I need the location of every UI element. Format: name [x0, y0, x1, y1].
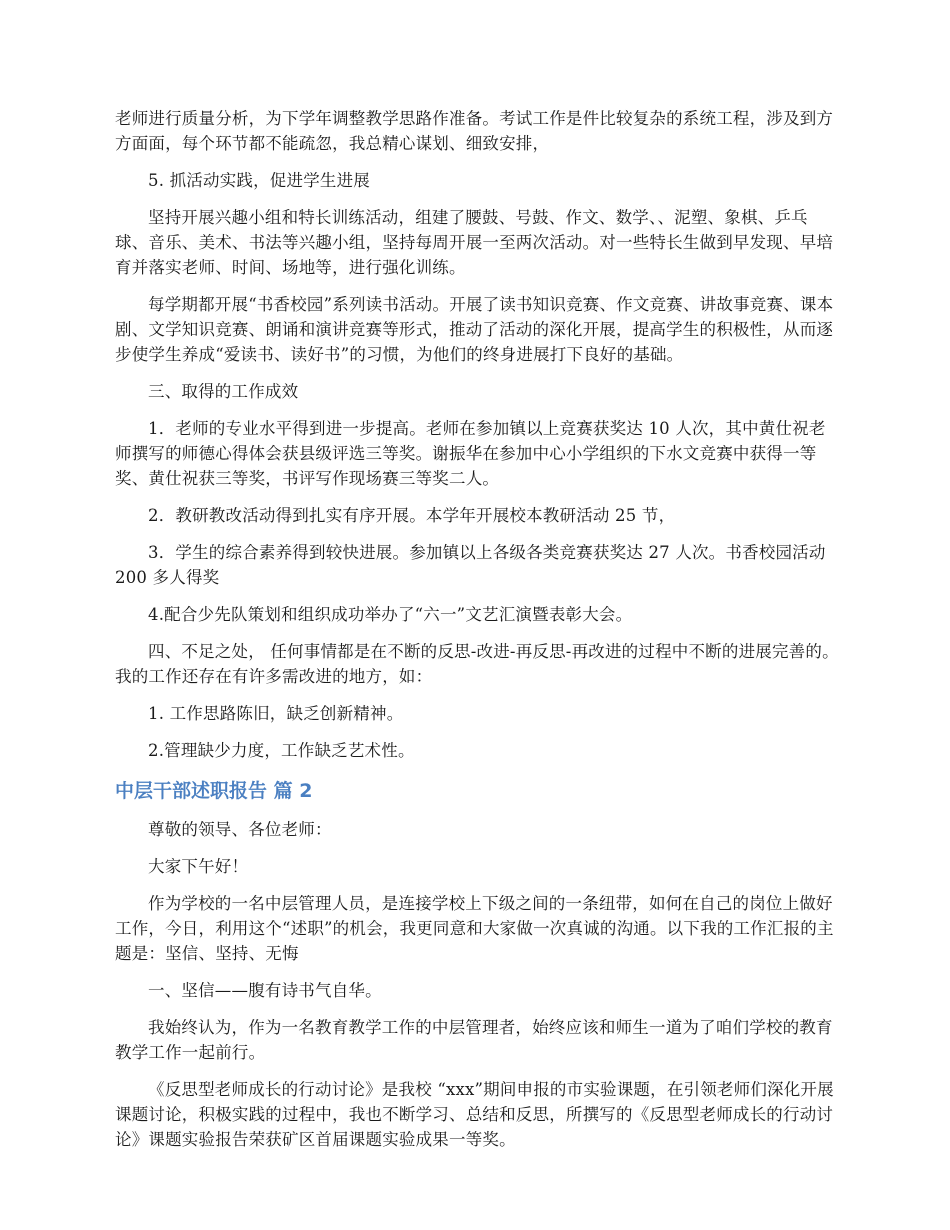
paragraph: 四、不足之处， 任何事情都是在不断的反思-改进-再反思-再改进的过程中不断的进展完善的。我的工作还存在有许多需改进的地方，如：: [115, 642, 839, 686]
paragraph: 4.配合少先队策划和组织成功举办了“六一”文艺汇演暨表彰大会。: [148, 605, 633, 624]
paragraph: 1．老师的专业水平得到进一步提高。老师在参加镇以上竞赛获奖达 10 人次，其中黄仕祝老师撰写的师德心得体会获县级评选三等奖。谢振华在参加中心小学组织的下水文竞赛中获得一等奖、黄仕祝获三等奖，书评写作现场赛三等奖二人。: [115, 419, 826, 488]
document-body: [115, 106, 840, 1152]
paragraph: 大家下午好！: [148, 857, 249, 876]
paragraph: 1. 工作思路陈旧，缺乏创新精神。: [148, 704, 404, 723]
paragraph: 我始终认为，作为一名教育教学工作的中层管理者，始终应该和师生一道为了咱们学校的教育教学工作一起前行。: [115, 1018, 833, 1062]
paragraph: 坚持开展兴趣小组和特长训练活动，组建了腰鼓、号鼓、作文、数学、、泥塑、象棋、乒乓球、音乐、美术、书法等兴趣小组，坚持每周开展一至两次活动。对一些特长生做到早发现、早培育并落实老师、时间、场地等，进行强化训练。: [115, 208, 834, 277]
paragraph: 一、坚信——腹有诗书气自华。: [148, 981, 382, 1000]
paragraph: 三、取得的工作成效: [148, 382, 299, 401]
paragraph: 每学期都开展“书香校园”系列读书活动。开展了读书知识竞赛、作文竞赛、讲故事竞赛、课本剧、文学知识竞赛、朗诵和演讲竞赛等形式，推动了活动的深化开展，提高学生的积极性，从而逐步使学生养成“爱读书、读好书”的习惯，为他们的终身进展打下良好的基础。: [115, 295, 834, 364]
paragraph: 《反思型老师成长的行动讨论》是我校 “xxx”期间申报的市实验课题，在引领老师们深化开展课题讨论，积极实践的过程中，我也不断学习、总结和反思，所撰写的《反思型老师成长的行动讨论》课题实验报告荣获矿区首届课题实验成果一等奖。: [115, 1080, 834, 1149]
paragraph: 2.管理缺少力度，工作缺乏艺术性。: [148, 741, 415, 760]
paragraph: 3．学生的综合素养得到较快进展。参加镇以上各级各类竞赛获奖达 27 人次。书香校园活动 200 多人得奖: [115, 543, 826, 587]
paragraph: 老师进行质量分析，为下学年调整教学思路作准备。考试工作是件比较复杂的系统工程，涉及到方方面面，每个环节都不能疏忽，我总精心谋划、细致安排，: [115, 109, 834, 153]
paragraph: 作为学校的一名中层管理人员，是连接学校上下级之间的一条纽带，如何在自己的岗位上做好工作，今日，利用这个“述职”的机会，我更同意和大家做一次真诚的沟通。以下我的工作汇报的主题是：坚信、坚持、无悔: [115, 894, 834, 963]
section-heading: 中层干部述职报告 篇 2: [115, 780, 313, 802]
paragraph: 尊敬的领导、各位老师：: [148, 820, 332, 839]
paragraph: 2．教研教改活动得到扎实有序开展。本学年开展校本教研活动 25 节，: [148, 506, 676, 525]
paragraph: 5. 抓活动实践，促进学生进展: [148, 171, 370, 190]
